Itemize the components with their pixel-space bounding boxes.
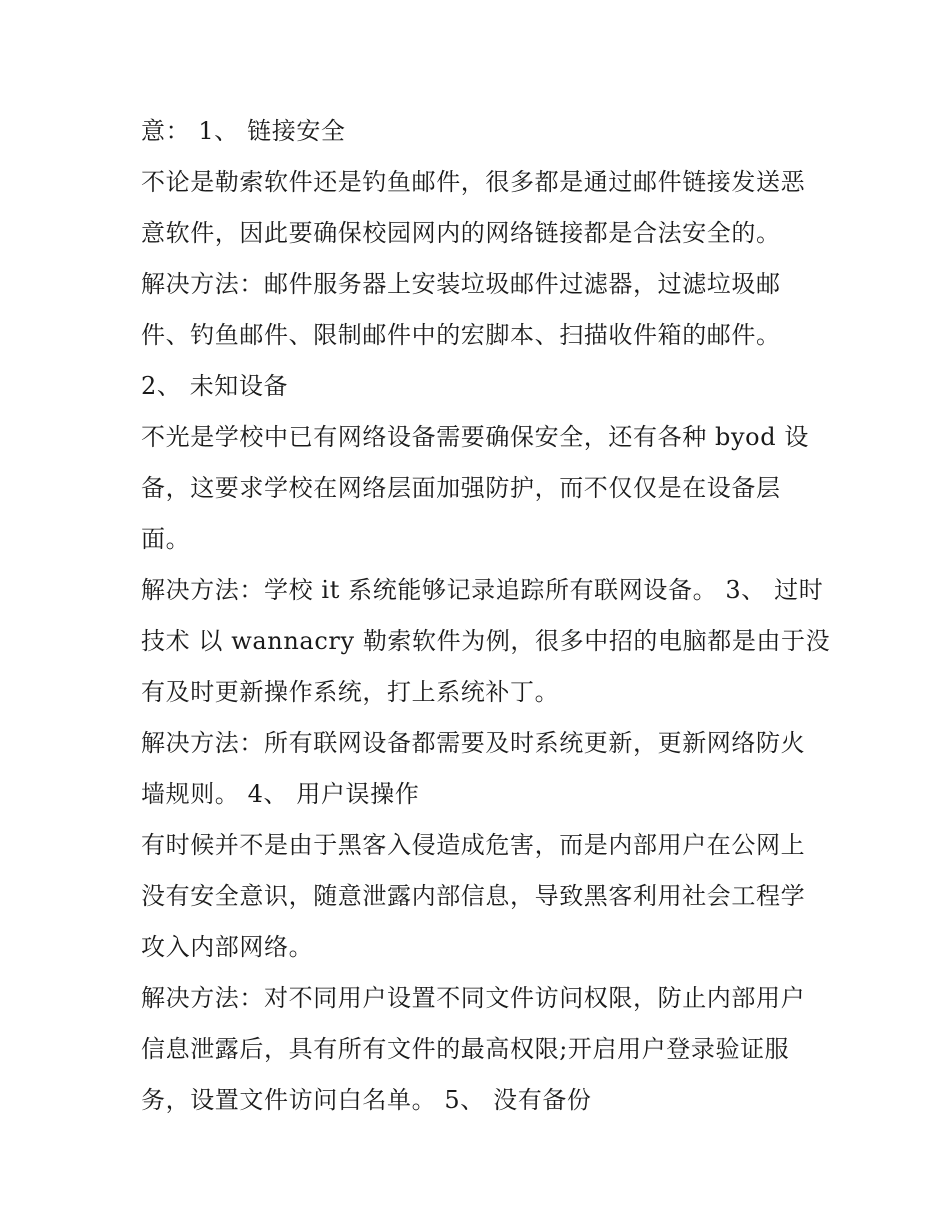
- text-line: 务，设置文件访问白名单。 5、 没有备份: [141, 1086, 592, 1114]
- text-line: 信息泄露后，具有所有文件的最高权限;开启用户登录验证服: [141, 1035, 790, 1063]
- text-line: 解决方法：对不同用户设置不同文件访问权限，防止内部用户: [141, 984, 806, 1012]
- text-line: 有时候并不是由于黑客入侵造成危害，而是内部用户在公网上: [141, 831, 806, 859]
- text-line: 技术 以 wannacry 勒索软件为例，很多中招的电脑都是由于没: [141, 627, 831, 655]
- text-line: 不光是学校中已有网络设备需要确保安全，还有各种 byod 设: [141, 423, 809, 451]
- text-line: 不论是勒索软件还是钓鱼邮件，很多都是通过邮件链接发送恶: [141, 168, 806, 196]
- text-line: 2、 未知设备: [141, 372, 289, 400]
- text-line: 攻入内部网络。: [141, 933, 314, 961]
- text-line: 墙规则。 4、 用户误操作: [141, 780, 420, 808]
- text-line: 意软件，因此要确保校园网内的网络链接都是合法安全的。: [141, 219, 781, 247]
- text-line: 解决方法：学校 it 系统能够记录追踪所有联网设备。 3、 过时: [141, 576, 824, 604]
- text-line: 有及时更新操作系统，打上系统补丁。: [141, 678, 560, 706]
- text-line: 意： 1、 链接安全: [141, 117, 346, 145]
- text-line: 解决方法：所有联网设备都需要及时系统更新，更新网络防火: [141, 729, 806, 757]
- document-body: [141, 106, 831, 1126]
- text-line: 备，这要求学校在网络层面加强防护，而不仅仅是在设备层: [141, 474, 781, 502]
- text-line: 面。: [141, 525, 191, 553]
- text-line: 件、钓鱼邮件、限制邮件中的宏脚本、扫描收件箱的邮件。: [141, 321, 781, 349]
- text-line: 解决方法：邮件服务器上安装垃圾邮件过滤器，过滤垃圾邮: [141, 270, 781, 298]
- text-line: 没有安全意识，随意泄露内部信息，导致黑客利用社会工程学: [141, 882, 806, 910]
